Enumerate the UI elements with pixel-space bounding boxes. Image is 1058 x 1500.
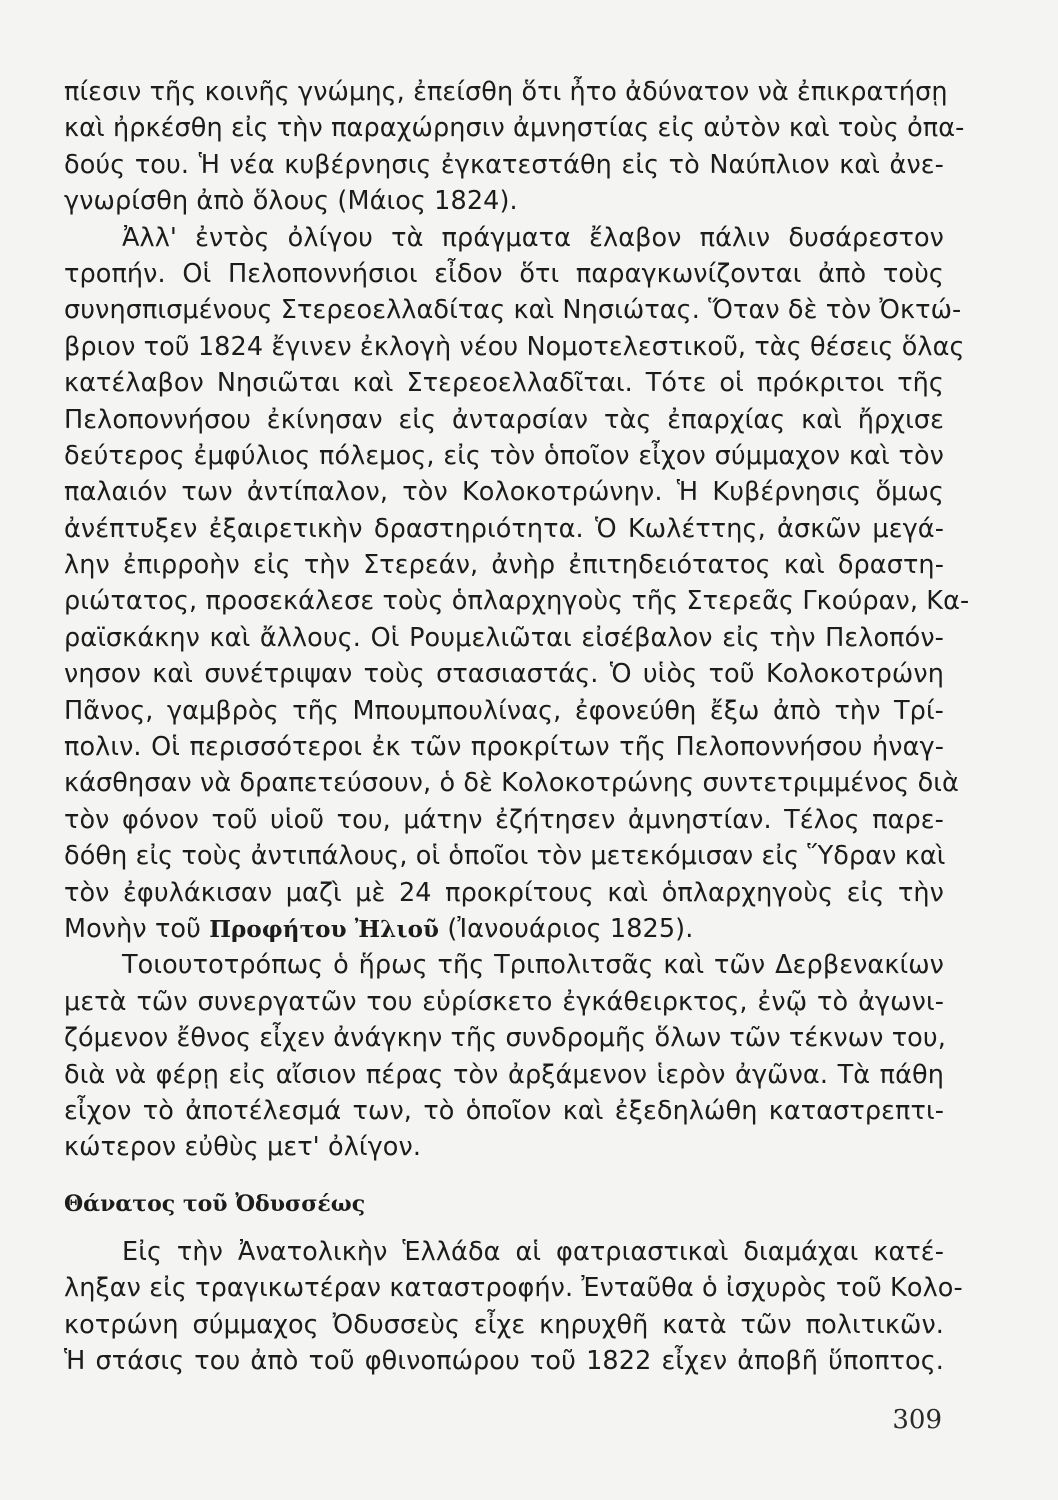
text-line: ζόμενον ἔθνος εἶχεν ἀνάγκην τῆς συνδρομῆς ὅλων τῶν τέκνων του,: [64, 1023, 946, 1054]
section-heading: Θάνατος τοῦ Ὀδυσσέως: [64, 1190, 366, 1217]
text-line: Ἀλλ' ἐντὸς ὀλίγου τὰ πράγματα ἔλαβον πάλιν δυσάρεστον: [122, 222, 944, 253]
text-line: πολιν. Οἱ περισσότεροι ἐκ τῶν προκρίτων τῆς Πελοποννήσου ἠναγ-: [64, 732, 944, 763]
text-line: κάσθησαν νὰ δραπετεύσουν, ὁ δὲ Κολοκοτρώνης συντετριμμένος διὰ: [64, 768, 959, 799]
text-line: κατέλαβον Νησιῶται καὶ Στερεοελλαδῖται. Τότε οἱ πρόκριτοι τῆς: [64, 368, 944, 399]
text-line: δούς του. Ἡ νέα κυβέρνησις ἐγκατεστάθη εἰς τὸ Ναύπλιον καὶ ἀνε-: [64, 149, 944, 180]
paragraph-2: [64, 220, 970, 948]
text-line: ἀνέπτυξεν ἐξαιρετικὴν δραστηριότητα. Ὁ Κωλέττης, ἀσκῶν μεγά-: [64, 513, 944, 544]
text-line: εἶχον τὸ ἀποτέλεσμά των, τὸ ὁποῖον καὶ ἐξεδηλώθη καταστρεπτι-: [64, 1095, 944, 1126]
text-line: Πᾶνος, γαμβρὸς τῆς Μπουμπουλίνας, ἐφονεύθη ἔξω ἀπὸ τὴν Τρί-: [64, 695, 944, 726]
text-line: Τοιουτοτρόπως ὁ ἥρως τῆς Τριπολιτσᾶς καὶ τῶν Δερβενακίων: [122, 950, 944, 981]
text-line: δόθη εἰς τοὺς ἀντιπάλους, οἱ ὁποῖοι τὸν μετεκόμισαν εἰς Ὕδραν καὶ: [64, 841, 946, 872]
page-number: 309: [892, 1405, 942, 1435]
text-line: ληξαν εἰς τραγικωτέραν καταστροφήν. Ἐνταῦθα ὁ ἰσχυρὸς τοῦ Κολο-: [64, 1273, 963, 1304]
line-text-end: (Ἰανουάριος 1825).: [439, 913, 694, 944]
text-line: μετὰ τῶν συνεργατῶν του εὑρίσκετο ἐγκάθειρκτος, ἐνῷ τὸ ἀγωνι-: [64, 986, 944, 1017]
text-line: ριώτατος, προσεκάλεσε τοὺς ὁπλαρχηγοὺς τῆς Στερεᾶς Γκούραν, Κα-: [64, 586, 970, 617]
text-line: Ἡ στάσις του ἀπὸ τοῦ φθινοπώρου τοῦ 1822 εἶχεν ἀποβῆ ὕποπτος.: [64, 1345, 944, 1376]
text-line: συνησπισμένους Στερεοελλαδίτας καὶ Νησιώτας. Ὅταν δὲ τὸν Ὀκτώ-: [64, 295, 962, 326]
text-line: τὸν ἐφυλάκισαν μαζὶ μὲ 24 προκρίτους καὶ ὁπλαρχηγοὺς εἰς τὴν: [64, 877, 944, 908]
text-line: νησον καὶ συνέτριψαν τοὺς στασιαστάς. Ὁ υἱὸς τοῦ Κολοκοτρώνη: [64, 659, 944, 690]
line-text-start: Μονὴν τοῦ: [64, 913, 210, 944]
text-line: διὰ νὰ φέρῃ εἰς αἴσιον πέρας τὸν ἀρξάμενον ἱερὸν ἀγῶνα. Τὰ πάθη: [64, 1059, 944, 1090]
paragraph-1: [64, 74, 965, 220]
text-line: κοτρώνη σύμμαχος Ὀδυσσεὺς εἶχε κηρυχθῆ κατὰ τῶν πολιτικῶν.: [64, 1309, 944, 1340]
book-page: [64, 74, 970, 1474]
paragraph-3: [64, 947, 944, 1165]
text-line: δεύτερος ἐμφύλιος πόλεμος, εἰς τὸν ὁποῖον εἶχον σύμμαχον καὶ τὸν: [64, 440, 944, 471]
text-line: Πελοποννήσου ἐκίνησαν εἰς ἀνταρσίαν τὰς ἐπαρχίας καὶ ἤρχισε: [64, 404, 944, 435]
text-line: ραϊσκάκην καὶ ἄλλους. Οἱ Ρουμελιῶται εἰσέβαλον εἰς τὴν Πελοπόν-: [64, 622, 944, 653]
text-line: τροπήν. Οἱ Πελοποννήσιοι εἶδον ὅτι παραγκωνίζονται ἀπὸ τοὺς: [64, 258, 944, 289]
bold-place-name: Προφήτου Ἠλιοῦ: [209, 915, 440, 943]
text-line: παλαιόν των ἀντίπαλον, τὸν Κολοκοτρώνην. Ἡ Κυβέρνησις ὅμως: [64, 477, 944, 508]
text-line: λην ἐπιρροὴν εἰς τὴν Στερεάν, ἀνὴρ ἐπιτηδειότατος καὶ δραστη-: [64, 550, 944, 581]
text-line: βριον τοῦ 1824 ἔγινεν ἐκλογὴ νέου Νομοτελεστικοῦ, τὰς θέσεις ὅλας: [64, 331, 965, 362]
text-line-with-bold: [64, 911, 944, 947]
text-line: γνωρίσθη ἀπὸ ὅλους (Μάιος 1824).: [64, 186, 518, 217]
paragraph-4: [64, 1234, 963, 1380]
text-line: κώτερον εὐθὺς μετ' ὀλίγον.: [64, 1132, 422, 1163]
text-line: πίεσιν τῆς κοινῆς γνώμης, ἐπείσθη ὅτι ἦτο ἀδύνατον νὰ ἐπικρατήσῃ: [64, 77, 948, 107]
text-line: τὸν φόνον τοῦ υἱοῦ του, μάτην ἐζήτησεν ἀμνηστίαν. Τέλος παρε-: [64, 804, 944, 835]
text-line: καὶ ἠρκέσθη εἰς τὴν παραχώρησιν ἀμνηστίας εἰς αὐτὸν καὶ τοὺς ὀπα-: [64, 113, 965, 144]
text-line: Εἰς τὴν Ἀνατολικὴν Ἑλλάδα αἱ φατριαστικαὶ διαμάχαι κατέ-: [122, 1236, 944, 1267]
